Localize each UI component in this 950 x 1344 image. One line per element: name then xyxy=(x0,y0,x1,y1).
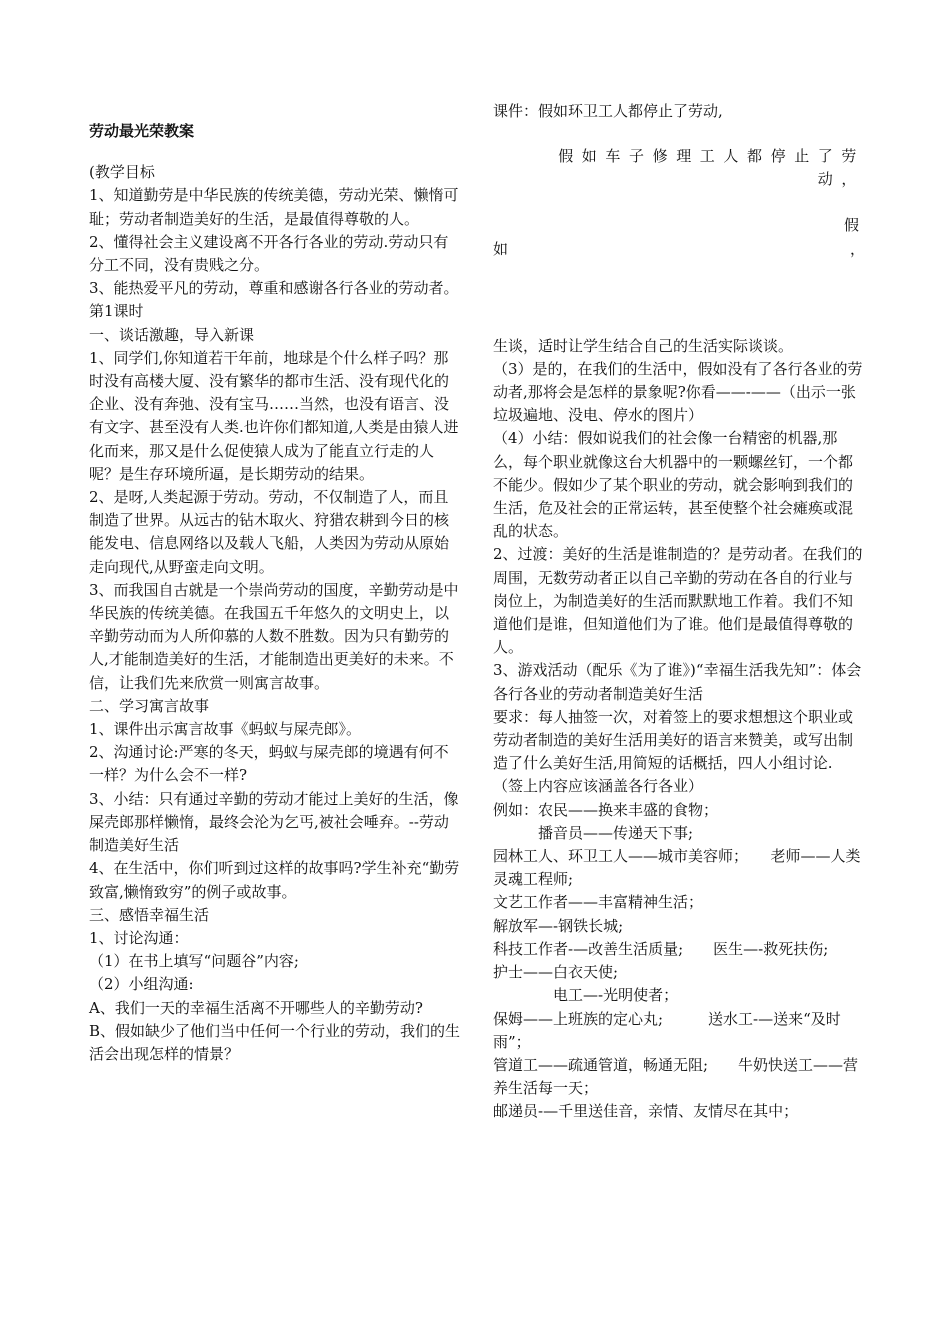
paragraph: 4、在生活中，你们听到过这样的故事吗?学生补充“勤劳致富,懒惰致穷”的例子或故事。 xyxy=(89,859,460,901)
paragraph: 3、小结：只有通过辛勤的劳动才能过上美好的生活，像屎壳郎那样懒惰，最终会沦为乞丐,被社会唾弃。--劳动制造美好生活 xyxy=(89,789,459,855)
paragraph: 1、同学们,你知道若干年前，地球是个什么样子吗？那时没有高楼大厦、没有繁华的都市生活、没有现代化的企业、没有奔弛、没有宝马……当然，也没有语言、没有文字、甚至没有人类.也许你们都知道,人类是由猿人进化而来，那又是什么促使猿人成为了能直立行走的人呢？是生存环境所逼，是长期劳动的结果。 xyxy=(89,348,459,483)
paragraph: B、假如缺少了他们当中任何一个行业的劳动，我们的生活会出现怎样的情景？ xyxy=(89,1021,461,1063)
paragraph: 邮递员-—千里送佳音，亲情、友情尽在其中； xyxy=(493,1102,799,1121)
paragraph: 3、能热爱平凡的劳动，尊重和感谢各行各业的劳动者。 xyxy=(89,279,459,298)
document-title: 劳动最光荣教案 xyxy=(89,122,195,140)
left-column xyxy=(89,120,462,1066)
paragraph: 1、课件出示寓言故事《蚂蚁与屎壳郎》。 xyxy=(89,720,362,739)
paragraph: 播音员——传递天下事; xyxy=(493,823,694,842)
paragraph: A、我们一天的幸福生活离不开哪些人的辛勤劳动? xyxy=(89,998,423,1017)
paragraph: 电工—-光明使者； xyxy=(493,986,679,1005)
paragraph: 科技工作者-—改善生活质量; 医生—-救死扶伤; xyxy=(493,939,829,958)
right-column xyxy=(493,100,865,1124)
trailing-comma: ， xyxy=(849,239,865,258)
paragraph: 第1课时 xyxy=(89,302,144,321)
paragraph: 例如：农民——换来丰盛的食物； xyxy=(493,800,719,819)
paragraph: 一、谈话激趣，导入新课 xyxy=(89,325,255,344)
repair-line: 假如车子修理工人都停止了劳动， xyxy=(558,147,865,189)
blank-area xyxy=(493,192,865,335)
paragraph: 三、感悟幸福生活 xyxy=(89,905,210,924)
courseware-line: 课件：假如环卫工人都停止了劳动, xyxy=(493,102,723,120)
paragraph: 1、讨论沟通： xyxy=(89,928,189,947)
paragraph: (教学目标 xyxy=(89,163,155,182)
paragraph: 文艺工作者——丰富精神生活； xyxy=(493,893,704,912)
paragraph: 3、游戏活动（配乐《为了谁》)“幸福生活我先知”：体会各行各业的劳动者制造美好生活 xyxy=(493,661,862,703)
paragraph: 解放军—-钢铁长城; xyxy=(493,916,624,935)
right-paragraphs xyxy=(493,335,865,1124)
paragraph: 2、懂得社会主义建设离不开各行各业的劳动.劳动只有分工不同，没有贵贱之分。 xyxy=(89,232,449,275)
paragraph: 护士——白衣天使; xyxy=(493,963,619,982)
paragraph: 3、而我国自古就是一个崇尚劳动的国度，辛勤劳动是中华民族的传统美德。在我国五千年悠久的文明史上，以辛勤劳动而为人所仰慕的人数不胜数。因为只有勤劳的人,才能制造美好的生活，才能制造出更美好的未来。不信，让我们先来欣赏一则寓言故事。 xyxy=(89,580,459,692)
paragraph: 园林工人、环卫工人——城市美容师； 老师——人类灵魂工程师; xyxy=(493,847,861,889)
paragraph: （2）小组沟通: xyxy=(89,975,194,994)
paragraph: 要求：每人抽签一次，对着签上的要求想想这个职业或劳动者制造的美好生活用美好的语言来赞美，或写出制造了什么美好生活,用简短的话概括，四人小组讨论. xyxy=(493,707,854,773)
paragraph: （1）在书上填写“问题谷”内容; xyxy=(89,952,299,971)
paragraph: 1、知道勤劳是中华民族的传统美德，劳动光荣、懒惰可耻；劳动者制造美好的生活，是最值得尊敬的人。 xyxy=(89,186,459,228)
paragraph: （签上内容应该涵盖各行各业） xyxy=(493,777,704,796)
paragraph: 生谈，适时让学生结合自己的生活实际谈谈。 xyxy=(493,336,794,355)
paragraph: （3）是的，在我们的生活中，假如没有了各行各业的劳动者,那将会是怎样的景象呢?你看——-——（出示一张垃圾遍地、没电、停水的图片） xyxy=(493,359,863,425)
paragraph: 保姆——上班族的定心丸; 送水工-—送来“及时雨”； xyxy=(493,1009,841,1051)
paragraph: 二、学习寓言故事 xyxy=(89,696,210,715)
paragraph: 2、是呀,人类起源于劳动。劳动，不仅制造了人，而且制造了世界。从远古的钻木取火、狩猎农耕到今日的核能发电、信息网络以及载人飞船，人类因为劳动从原始走向现代,从野蛮走向文明。 xyxy=(89,488,450,576)
ru-char: 如 xyxy=(493,239,509,258)
left-paragraphs xyxy=(89,161,462,1066)
paragraph: （4）小结：假如说我们的社会像一台精密的机器,那么，每个职业就像这台大机器中的一颗螺丝钉，一个都不能少。假如少了某个职业的劳动，就会影响到我们的生活，危及社会的正常运转，甚至使整个社会瘫痪或混乱的状态。 xyxy=(493,429,854,541)
jia-char: 假 xyxy=(843,215,859,234)
paragraph: 2、沟通讨论:严寒的冬天，蚂蚁与屎壳郎的境遇有何不一样？为什么会不一样? xyxy=(89,743,449,785)
paragraph: 2、过渡：美好的生活是谁制造的？是劳动者。在我们的周围，无数劳动者正以自己辛勤的劳动在各自的行业与岗位上，为制造美好的生活而默默地工作着。我们不知道他们是谁，但知道他们为了谁。他们是最值得尊敬的人。 xyxy=(493,545,863,657)
paragraph: 管道工——疏通管道，畅通无阻; 牛奶快送工——营养生活每一天； xyxy=(493,1055,859,1098)
